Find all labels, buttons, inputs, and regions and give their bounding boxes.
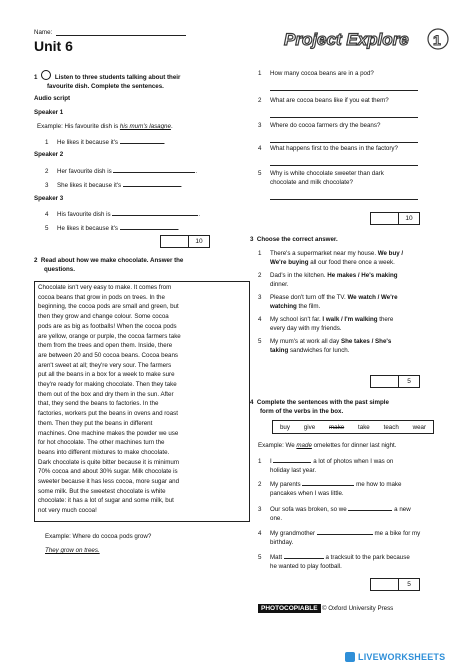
ex1-score-box[interactable]: 10 (160, 235, 210, 248)
passage-line: not very much cocoa! (38, 507, 97, 515)
verb-make: make (329, 423, 345, 431)
passage-line: 70% cocoa and about 30% sugar. Milk chocolate is (38, 468, 178, 476)
audio-script-label: Audio script (34, 95, 71, 102)
passage-line: Chocolate isn't very easy to make. It comes from (38, 284, 172, 291)
ex1-item-3: 3 She likes it because it's . (45, 179, 183, 190)
ex4-answer-4[interactable] (317, 527, 373, 535)
photocopiable-badge: PHOTOCOPIABLE (258, 604, 321, 613)
ex4-answer-2[interactable] (302, 478, 354, 486)
passage-line: sweeter because it has less cocoa, more sugar and (38, 478, 180, 486)
speaker-3-label: Speaker 3 (34, 195, 64, 202)
ex1-item-2: 2 Her favourite dish is . (45, 165, 197, 176)
verb-buy: buy (279, 423, 290, 431)
ex3-item-1[interactable]: 1 There's a supermarket near my house. We buy / We're buying all our food there once a week. (258, 250, 404, 267)
unit-title: Unit 6 (34, 38, 73, 54)
passage-line: beginning, the cocoa pods are small and green, but (38, 303, 179, 311)
speaker-2-label: Speaker 2 (34, 151, 64, 158)
ex3-item-3[interactable]: 3 Please don't turn off the TV. We watch / We're watching the film. (258, 294, 398, 311)
ex2-answer-4[interactable] (270, 165, 418, 166)
verb-wear: wear (412, 423, 427, 431)
ex2-instruction: 2 Read about how we make chocolate. Answer the questions. (34, 257, 184, 274)
ex2-example-question: Example: Where do cocoa pods grow? (45, 533, 152, 540)
name-field[interactable] (56, 35, 186, 36)
ex3-item-4[interactable]: 4 My school isn't far. I walk / I'm walking there every day with my friends. (258, 316, 394, 333)
ex1-answer-2[interactable] (113, 165, 195, 173)
ex3-item-5[interactable]: 5 My mum's at work all day She takes / She's taking sandwiches for lunch. (258, 338, 392, 355)
ex1-answer-3[interactable] (123, 179, 181, 187)
reading-passage (34, 281, 250, 522)
ex4-item-3: 3 Our sofa was broken, so we a new one. (258, 503, 411, 524)
passage-line: cocoa beans that grow in pods on trees. In the (38, 293, 165, 301)
verb-give: give (303, 423, 316, 431)
passage-line: Dark chocolate is quite bitter because it is minimum (38, 458, 179, 466)
ex4-item-1: 1 I a lot of photos when I was on holiday last year. (258, 455, 393, 476)
ex3-score-box[interactable]: 5 (370, 375, 420, 388)
ex1-instruction: 1 Listen to three students talking about their favourite dish. Complete the sentences. (34, 70, 244, 92)
passage-line: they're ready for making chocolate. Then they take (38, 381, 177, 389)
copyright-text: © Oxford University Press (322, 605, 394, 612)
ex4-instruction: 4 Complete the sentences with the past simple form of the verbs in the box. (250, 399, 389, 416)
verb-take: take (358, 423, 370, 431)
ex4-answer-3[interactable] (348, 503, 392, 511)
passage-line: are yellow, orange or purple, the cocoa farmers take (38, 332, 181, 340)
ex2-question-3: 3 Where do cocoa farmers dry the beans? (258, 122, 381, 129)
verb-box (272, 420, 434, 434)
ex2-question-5: 5 Why is white chocolate sweeter than dark chocolate and milk chocolate? (258, 170, 384, 187)
svg-text:Project Explore: Project Explore (284, 30, 409, 49)
ex2-answer-1[interactable] (270, 90, 418, 91)
ex1-answer-5[interactable] (120, 222, 178, 230)
ex1-answer-4[interactable] (112, 208, 198, 216)
ex2-score-box[interactable]: 10 (370, 212, 420, 225)
ex3-item-2[interactable]: 2 Dad's in the kitchen. He makes / He's making dinner. (258, 272, 398, 289)
ex1-item-4: 4 His favourite dish is . (45, 208, 200, 219)
ex4-item-5: 5 Matt a tracksuit to the park because he wanted to play football. (258, 551, 410, 572)
passage-line: machines. One machine makes the powder we use (38, 429, 179, 437)
ex4-item-2: 2 My parents me how to make pancakes when I was little. (258, 478, 401, 499)
ex2-question-2: 2 What are cocoa beans like if you eat them? (258, 97, 389, 104)
liveworksheets-logo: LIVEWORKSHEETS (345, 652, 445, 662)
audio-icon[interactable] (41, 70, 51, 80)
ex3-instruction: 3 Choose the correct answer. (250, 236, 338, 243)
ex2-answer-3[interactable] (270, 142, 418, 143)
ex4-example: Example: We made omelettes for dinner last night. (258, 442, 397, 449)
passage-line: put all the beans in a box for a week to make sure (38, 371, 175, 379)
name-label: Name: (34, 29, 53, 36)
verb-teach: teach (383, 423, 399, 431)
ex4-score-box[interactable]: 5 (370, 578, 420, 591)
ex2-answer-2[interactable] (270, 117, 418, 118)
passage-line: some milk. But the sweetest chocolate is white (38, 487, 166, 495)
project-explore-logo (282, 25, 452, 58)
speaker-1-label: Speaker 1 (34, 109, 64, 116)
svg-text:1: 1 (433, 32, 441, 48)
ex1-item-1: 1 He likes it because it's . (45, 136, 166, 147)
passage-line: factories, workers put the beans in ovens and roast (38, 410, 178, 418)
passage-line: them out of the box and dry them in the sun. After (38, 390, 174, 398)
passage-line: pods are as big as footballs! When the cocoa pods (38, 322, 177, 330)
passage-line: chocolate: it has a lot of sugar and some milk, but (38, 497, 174, 505)
ex4-item-4: 4 My grandmother me a bike for my birthday. (258, 527, 420, 548)
passage-line: are between 20 and 50 cocoa beans. Cocoa beans (38, 351, 179, 359)
ex2-question-4: 4 What happens first to the beans in the factory? (258, 145, 398, 152)
ex4-answer-5[interactable] (284, 551, 324, 559)
ex4-answer-1[interactable] (273, 455, 311, 463)
liveworksheets-icon (345, 652, 355, 662)
passage-line: that, they send the beans to factories. In the (38, 400, 159, 408)
ex2-example-answer: They grow on trees. (45, 547, 100, 554)
passage-line: aren't sweet at all; they're very sour. The farmers (38, 361, 172, 369)
passage-line: beans into different mixtures to make chocolate. (38, 448, 170, 456)
passage-line: for hot chocolate. The other machines turn the (38, 439, 165, 447)
ex2-question-1: 1 How many cocoa beans are in a pod? (258, 70, 374, 77)
ex1-item-5: 5 He likes it because it's . (45, 222, 180, 233)
ex1-example: Example: His favourite dish is his mum's lasagne. (37, 123, 173, 130)
ex1-answer-1[interactable] (120, 136, 164, 144)
ex2-answer-5[interactable] (270, 199, 418, 200)
passage-line: then they grow and change colour. Some cocoa (38, 313, 169, 321)
passage-line: them from the trees and open them. Inside, there (38, 342, 173, 350)
passage-line: them. Then they put the beans in different (38, 419, 153, 427)
